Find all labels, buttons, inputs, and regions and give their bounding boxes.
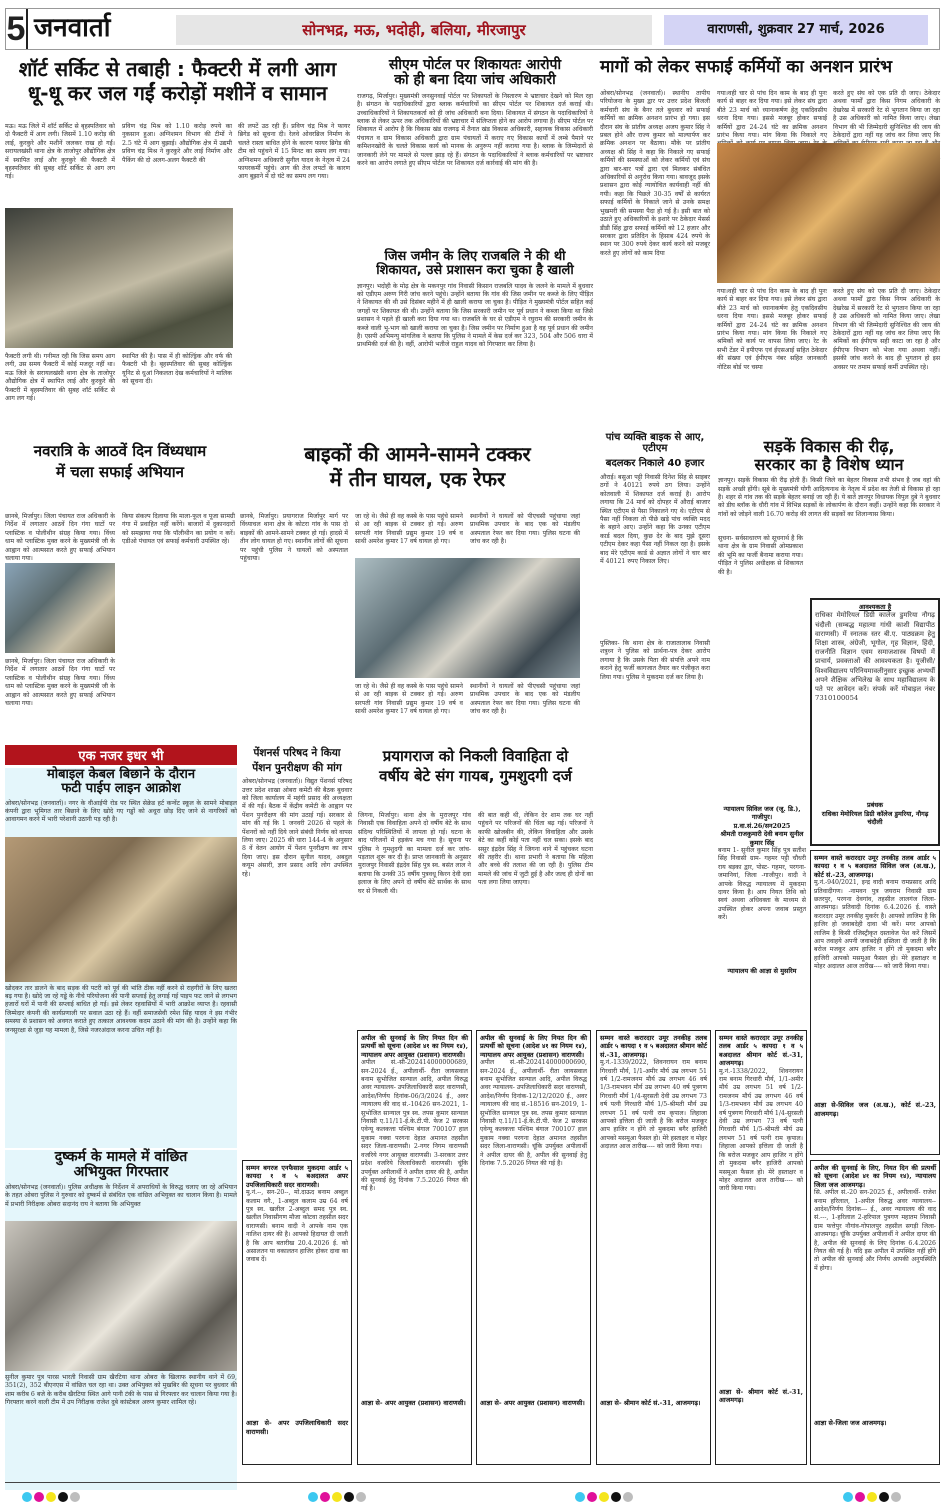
registration-mark-group (308, 1487, 368, 1506)
headline: जिस जमीन के लिए राजबलि ने की थी (384, 249, 566, 264)
headline: सीएम पोर्टल पर शिकायतः आरोपी (388, 57, 562, 73)
vacancy-ad (810, 598, 940, 846)
protest-photo (717, 143, 940, 283)
azamgarh-court-31-notice-a (596, 1030, 711, 1465)
article-body: छानबे, मिर्जापुर। प्रयागराज मिर्जापुर मार्ग पर विंध्याचल थाना क्षेत्र के कोटरा गांव के पास दो बाइकों की आमने-सामने टक्कर हो गई। हादसे में तीन लोग घायल हो गए। स्थानीय लोगों की सूचना पर पहुंची पुलिस ने घायलों को अस्पताल पहुंचाया। (240, 513, 348, 563)
headline: नवरात्रि के आठवें दिन विंध्यधाम (33, 442, 207, 460)
regions-banner (176, 15, 652, 45)
hospital-photo (355, 558, 580, 678)
headline: मागों को लेकर सफाई कर्मियों का अनशन प्रारंभ (600, 57, 893, 77)
masthead (5, 8, 940, 50)
pipeline-photo (5, 837, 237, 982)
fire-photo (5, 208, 233, 348)
article-body: ओबरा/सोनभद्र (जनवार्ता)। विद्युत पेंशनर्स परिषद उत्तर प्रदेश शाखा ओबरा कमेटी की बैठक बुधवार को जिला कार्यालय में महंगी प्रसाद की अध्यक्षता में की गई। बैठक में केंद्रीय कमेटी के आह्वान पर पेंशन पुनरीक्षण की मांग उठाई गई। सरकार से मांग की गई कि 1 जनवरी 2026 से पहले के पेंशनरों को नहीं दिये जाने संबंधी निर्णय को वापस लिया जाए। 2025 की धारा 144-4 के अनुसार 8 वें वेतन आयोग में पेंशन पुनरीक्षण का लाभ दिया जाए। इस दौरान सुनील यादव, अबदुल कयूम अंसारी, ज्ञान प्रसाद आदि लोग उपस्थित रहे। (242, 778, 352, 878)
article-body: जिगना, मिर्जापुर। थाना क्षेत्र के मुराजपुर गांव निवासी एक विवाहिता अपने दो वर्षीय बेटे के साथ संदिग्ध परिस्थितियों में लापता हो गई। घटना के बाद परिजनों में हड़कंप मच गया है। सूचना पर पुलिस ने गुमशुदगी का मामला दर्ज कर जांच-पड़ताल शुरू कर दी है। प्राप्त जानकारी के अनुसार मुराजपुर निवासी इंद्रदेव सिंह पुत्र स्व. बसंत लाल ने बताया कि उनकी 35 वर्षीय पुत्रवधू किरन देवी दवा इलाज के लिए अपने दो वर्षीय बेटे सार्थक के साथ घर से निकली थी। (358, 812, 471, 895)
headline: सड़कें विकास की रीढ़, (763, 437, 895, 456)
headline: पांच व्यक्ति बाइक से आए, एटीएम (605, 432, 705, 454)
headline: मोबाइल केबल बिछाने के दौरान (46, 767, 196, 782)
headline: पेंशनर्स परिषद ने किया (253, 747, 341, 759)
notice-footer: आज्ञा से- श्रीमान कोर्ट सं.-31, आजमगढ़। (719, 1387, 803, 1405)
yellow-dot (332, 1492, 342, 1502)
headline-line-2: अभियुक्त गिरफ्तार (73, 1164, 169, 1181)
article-body: ओबरा/सोनभद्र (जनवार्ता)। स्थानीय तापीय परियोजना के मुख्य द्वार पर उत्तर प्रदेश बिजली कर्मचारी संघ के बैनर तले बुधवार को सफाई कर्मियों का क्रमिक अनशन प्रारंभ हो गया। इस दौरान संघ के प्रांतीय अध्यक्ष अजय कुमार सिंह ने प्रबल होने और राज्य कुमार को माल्यार्पण कर क्रमिक अनशन पर बैठाया। मौके पर प्रांतीय अध्यक्ष श्री सिंह ने कहा कि निकाले गए सफाई कर्मियों की समस्याओं को लेकर कर्मियों एवं संघ द्वारा बार-बार पत्रों द्वारा एवं मिलकर संबंधित अधिकारियों से अनुरोध किया गया। बावजूद इसके प्रशासन द्वारा कोई न्यायोचित कार्यवाही नहीं की गयी। कहा कि पिछले 30-35 वर्षों से कार्यरत सफाई कर्मियों के निकाले जाने से उनके समक्ष भुखमरी की समस्या पैदा हो गई है। इसी बात को उठाते हुए अधिकारियों के इशारे पर ठेकेदार मेसर्स डीडी सिंह द्वारा सफाई कर्मियों को 12 हजार और सरकार द्वारा प्रतिदिन के हिसाब 424 रुपये के स्थान पर 300 रुपये देकर कार्य करने को मजबूर करते हुए लोगों को काम दिया (600, 90, 710, 257)
notice-footer: आज्ञा से-जिला जज आजमगढ़। (814, 1419, 887, 1428)
article-body: करते हुए संघ को एक प्रति दी जाए। ठेकेदार अथवा फार्मों द्वारा किस निगम अधिकारी के देखरेख में सरकारी रेट से भुगतान किया जा रहा है उस अधिकारी को नामित किया जाए। लेखा विभाग की भी जिम्मेदारी सुनिश्चित की जाय की ठेकेदारों द्वारा नहीं यह जांच कर लिया जाए कि (833, 90, 940, 140)
notice-court: न्यायालय सिविल जज (जू. डि.), गाजीपुर। (723, 805, 801, 822)
regions-text: सोनभद्र, मऊ, भदोही, बलिया, मीरजापुर (302, 21, 526, 39)
article-rajbali-land (357, 250, 593, 430)
cleanup-photo (5, 563, 115, 653)
notice-body: अपील सं.-सी-202414000000689, सन-2024 ई., अपीलार्थी- रीता जायसवाल बनाम सुभोजित सान्याल आदि, अपील विरुद्ध अवर न्यायालय- उपजिलाधिकारी सदर वाराणसी, आदेश/निर्णय दिनांक-06/3/2024 ई., अवर न्यायालय की वाद सं.-10426 सन-2021, 1-सुभोजित सान्याल पुत्र स्व. तपस कुमार सान्याल निवासी ए.11/11-ई.के.टी.पी. फेज 2 सरकस एवेन्यू कलकत्ता पश्चिम बंगाल 700107 हाल मुकाम नक्वा परगना देहात अमानत तहसील सदर जिला-वाराणसी। 2-नगर निगम वाराणसी वजरिये नगर आयुक्त वाराणसी। 3-सरकार उत्तर प्रदेश वजरिये जिलाधिकारी वाराणसी। चूंकि उपर्युक्त अपीलार्थी ने अपील दायर की है, अपील की सुनवाई हेतु दिनांक 7.5.2026 नियत की गई है। (361, 1059, 468, 1193)
notice-body: मु.नं.-1338/2022, शिवनरायन राम बनाम गिरधारी मौर्य, 1/1-अमीर मौर्य उम्र लगभग 51 वर्ष 1/2-रामजनम मौर्य उम्र लगभग 46 वर्ष 1/3-रामभवन मौर्य उम्र लगभग 40 वर्ष पुत्रगण गिरधारी मौर्य 1/4-सुरसती देवी उम्र लगभग 73 वर्ष पत्नी गिरधारी मौर्य 1/5-श्रीमती मौर्य उम्र लगभग 51 वर्ष पत्नी राम कृपाल। लिहाजा आपको इत्तिला दी जाती है कि बरोज मजकूर आप हाजिर न होंगे तो मुकदमा बगैर हाजिरी आपको मसमूआ फैसल हो। मेरे हस्ताक्षर व मोहर अदालत आज तारीख---- को जारी किया गया। (719, 1067, 803, 1193)
article-body: जा रहे थे। जैसे ही वह कस्बे के पास पहुंचे सामने से आ रही बाइक से टक्कर हो गई। अरुण सरपती गांव निवासी प्रद्युम कुमार 19 वर्ष व साथी अमरेश कुमार 17 वर्ष घायल हो गए। (355, 513, 463, 546)
article-body: फैक्टरी लगी थी। गनीमत रही कि जिस समय आग लगी, उस समय फैक्टरी में कोई मजदूर नहीं था। मऊ जिले के सरायलखंसी थाना क्षेत्र के ताजोपुर औद्योगिक क्षेत्र में स्थापित लाई और कुरकुरे की फैक्टरी में बृहस्पतिवार की सुबह शॉर्ट सर्किट से आग लग गई। (5, 353, 115, 403)
section-banner (5, 745, 237, 765)
notice-title: सम्मन बगरज एनफैसाल मुकदमा आर्डर ५ कायदा १ व ५ बअदालत अपर उपजिलाधिकारी सदर वाराणसी। (246, 1164, 348, 1189)
notice-title: अपील की सुनवाई के लिए नियत दिन की प्रत्यर्थी को सूचना (आदेश ४१ का नियम १४), न्यायालय अपर आयुक्त (प्रशासन) वाराणसी। (480, 1034, 587, 1059)
gray-dot (70, 1492, 80, 1502)
registration-marks (0, 1487, 945, 1499)
gray-dot (356, 1492, 366, 1502)
dateline-box (664, 15, 928, 45)
page-number: 5 (6, 9, 28, 49)
appeal-district-judge-notice (810, 1160, 940, 1465)
headline-line-2: धू-धू कर जल गईं करोड़ों मशीनें व सामान (27, 81, 328, 105)
appeal-commissioner-notice-a (357, 1030, 472, 1465)
article-body: स्थानीयों ने घायलों को पीएचसी पहुंचाया जहां प्राथमिक उपचार के बाद एक को मंडलीय अस्पताल रेफर कर दिया गया। पुलिस घटना की जांच कर रही है। (470, 513, 580, 546)
article-body: राजगढ़, मिर्जापुर। मुख्यमंत्री जनसुनवाई पोर्टल पर शिकायतों के निस्तारण मे भ्रष्टाचार देखने को मिल रहा है। संगठन के पदाधिकारियों द्वारा ब्लाक कर्मचारियों का सीएम पोर्टल पर शिकायत दर्ज कराई थी। उच्चाधिकारियों ने शिकायतकर्ता को ही जांच अधिकारी बना दिया। शिकायत में संगठन के पदाधिकारियों ने ब्लाक से लेकर ऊपर तक अधिकारियों की भ्रष्टाचार में संलिप्तता होने का आरोप लगाया है। सीएम पोर्टल पर शिकायत में आरोप है कि विकास खंड राजगढ़ में तैनात खंड विकास अधिकारी, सहायक विकास अधिकारी पंचायत व ग्राम विकास अधिकारी द्वारा ग्राम पंचायतों में कराए गए विकास कार्यों में लम्बे पैमाने पर कमिशनखोरी के चलते विकास कार्य को मानक के अनुरूप नहीं कराया गया है। ब्लाक के जिम्मेदारों से जानकारी लेने पर मामले से पल्ला झाड़ रहे हैं। संगठन के पदाधिकारियों ने ब्लाक कर्मचारियों पर भ्रष्टाचार करने का आरोप लगाते हुए सीएम पोर्टल पर शिकायत दर्ज कार्रवाई की मांग की है। (357, 92, 593, 168)
article-body: छानबे, मिर्जापुर। जिला पंचायत राज अधिकारी के निर्देश में लगातार आठवें दिन गंगा घाटों पर प्लास्टिक व पोलीथीन संग्रह किया गया। विंध्य धाम को प्लास्टिक मुक्त करने के मुख्यमंत्री जी के आह्वान को आत्मसात करते हुए सफाई अभियान चलाया गया। (5, 513, 115, 563)
headline-line-2: बदलकर निकाले 40 हजार (605, 458, 705, 469)
notice-body: अपील सं.-सी-202414000000690, सन-2024 ई., अपीलार्थी- रीता जायसवाल बनाम सुभोजित सान्याल आदि, अपील विरुद्ध अवर न्यायालय- उपजिलाधिकारी सदर वाराणसी, आदेश/निर्णय दिनांक-12/12/2020 ई., अवर न्यायालय की वाद सं.-18516 सन-2019, 1-सुभोजित सान्याल पुत्र स्व. तपस कुमार सान्याल निवासी ए.11/11-ई.के.टी.पी. फेज 2 सरकस एवेन्यू कलकत्ता पश्चिम बंगाल 700107 हाल मुकाम नक्वा परगना देहात अमानत तहसील सदर जिला-वाराणसी। चूंकि उपर्युक्त अपीलार्थी ने अपील दायर की है, अपील की सुनवाई हेतु दिनांक 7.5.2026 नियत की गई है। (480, 1059, 587, 1168)
black-dot (344, 1492, 354, 1502)
article-missing-woman (358, 748, 593, 1030)
registration-mark-group (843, 1487, 903, 1506)
ad-title: आवश्यकता है (858, 603, 892, 611)
article-body: किया संकल्प दिलाया कि माला-फूल व पूजा सामग्री गंगा में प्रवाहित नहीं करेंगे। बाजारों में दुकानदारों को समझाया गया कि पॉलीथीन का प्रयोग न करें। एडीओ पंचायत एवं सफाई कर्मचारी उपस्थित रहे। (122, 513, 235, 546)
notice-footer: आज्ञा से- अपर आयुक्त (प्रशासन) वाराणसी। (480, 1399, 585, 1408)
notice-body: सि. अपील सं.-20 सन-2025 ई., अपीलार्थी- राजेश बनाम हरिलाल, 1-अपील विरुद्ध अवर न्यायालय-- आदेश/निर्णय दिनांक--- ई., अवर न्यायालय की वाद सं.---, 1-हरिलाल 2-हरिपाल पुत्रगण महातम निवासी ग्राम फत्तेपुर नौगांव-गोपालपुर तहसील सगड़ी जिला-आजमगढ़। चूंकि उपर्युक्त अपीलार्थी ने अपील दायर की है, अपील की सुनवाई के लिए दिनांक 6.4.2026 नियत की गई है। यदि इस अपील में उपस्थित नहीं होंगे तो अपील की सुनवाई और निर्णय आपकी अनुपस्थिति में होगा। (814, 1189, 936, 1272)
headline: प्रयागराज को निकली विवाहिता दो (382, 747, 569, 765)
paper-name: जनवार्ता (34, 13, 111, 43)
notice-title: सम्मन वास्ते करारदार उमूर तनकीह तलब आर्डर ५ कायदा १ व ५ बअदालत सिविल जज (अ.ख.), कोर्ट सं.-23, आजमगढ़। (814, 854, 936, 879)
notice-title: सम्मन वास्ते करारदार उमूर तनकीह तलब आर्डर ५ कायदा १ व ५ बअदालत श्रीमान कोर्ट सं.-31, आजमगढ़। (719, 1034, 803, 1068)
article-body: स्थापित की है। पास में ही कोल्ड्रिंक और वर्फ की फैक्टरी भी है। बृहस्पतिवार की सुबह कोल्ड्रिंक यूनिट से धुआं निकलता देख कर्मचारियों ने मालिक को सूचना दी। (122, 353, 232, 386)
article-body: गया।वही चार से पांच दिन काम के बाद ही पुनः कार्य से बाहर कर दिया गया। इसे लेकर संघ द्वारा बीते 23 मार्च को ध्यानाकर्षण हेतु एकदिवसीय धरना दिया गया। इससे मजबूर होकर सफाई कर्मियों द्वारा 24-24 घंटे का क्रमिक अनशन प्रारंभ किया गया। मांग किया कि निकाले गए श्रमिकों को कार्य पर वापस लिया जाए। रेट के सभी टेंडर में इपीएफ एवं ईएसआई सहित ठेकेदार की संख्या एवं ईपीएफ नंबर सहित जानकारी नोटिस बोर्ड पर चस्पा (717, 288, 827, 371)
notice-body: मु.नं.--, सन-20--, मो.दाऊद बनाम अब्दुल कलाम वगै., 1-अब्दुल कलाम उम्र 64 वर्ष पुत्र स्व. खलील 2-अब्दुल समद पुत्र स्व. खलील निवासीगण मौजा कोटवा तहसील सदर वाराणसी। बनाम वादी ने आपके नाम एक नालिश दायर की है। आपको हिदायत दी जाती है कि आप बतारीख 20.4.2026 ई. को असालतन या वकालतन हाजिर होकर दावा का जवाब दें। (246, 1189, 348, 1264)
article-bike-collision (240, 443, 595, 738)
notice-footer: आज्ञा से- श्रीमान कोर्ट सं.-31, आजमगढ़। (600, 1399, 701, 1408)
magenta-dot (34, 1492, 44, 1502)
headline-line-2: में तीन घायल, एक रेफर (329, 467, 506, 491)
magenta-dot (320, 1492, 330, 1502)
ad-footer-label: प्रबंधक (866, 801, 884, 810)
headline-line-2: फटी पाईप लाइन आक्रोश (61, 781, 181, 797)
notice-footer: आज्ञा से- अपर उपजिलाधिकारी सदर वाराणसी। (246, 1419, 348, 1436)
article-roads (718, 438, 940, 528)
ghazipur-court-notice (718, 805, 806, 1015)
notice-body: मु.नं.-1339/2022, शिवनरायन राम बनाम गिरधारी मौर्य, 1/1-अमीर मौर्य उम्र लगभग 51 वर्ष 1/2-रामजनम मौर्य उम्र लगभग 46 वर्ष 1/3-रामभवन मौर्य उम्र लगभग 40 वर्ष पुत्रगण गिरधारी मौर्य 1/4-सुरसती देवी उम्र लगभग 73 वर्ष पत्नी गिरधारी मौर्य 1/5-श्रीमती मौर्य उम्र लगभग 51 वर्ष पत्नी राम कृपाल। लिहाजा आपको इत्तिला दी जाती है कि बरोज मजकूर आप हाजिर न होंगे तो मुकदमा बगैर हाजिरी आपको मसमूआ फैसल हो। मेरे हस्ताक्षर व मोहर अदालत आज तारीख---- को जारी किया गया। (600, 1059, 707, 1151)
article-atm-fraud (600, 432, 710, 632)
article-body: छानबे, मिर्जापुर। जिला पंचायत राज अधिकारी के निर्देश में लगातार आठवें दिन गंगा घाटों पर प्लास्टिक व पोलीथीन संग्रह किया गया। विंध्य धाम को प्लास्टिक मुक्त करने के मुख्यमंत्री जी के आह्वान को आत्मसात करते हुए सफाई अभियान चलाया गया। (5, 658, 115, 708)
article-body: ओबरा/सोनभद्र (जनवार्ता)। नगर के वीआईपी रोड पर स्थित सेक्रेड हर्ट कन्वेंट स्कूल के सामने मोबाइल कंपनी द्वारा भूमिगत तार बिछाने के लिए खोदे गए गड्ढों को अधूरा छोड़ दिए जाने से नागरिकों को आवागमन करने में भारी परेशानी उठानी पड़ रही है। (5, 799, 237, 824)
article-rape-arrest (5, 1150, 237, 1490)
article-mobile-cable (5, 768, 237, 1148)
cyan-dot (308, 1492, 318, 1502)
notice-footer: न्यायालय की आज्ञा से मुसरिम (727, 967, 797, 976)
headline: शॉर्ट सर्किट से तबाही : फैक्टरी में लगी आग (18, 57, 337, 81)
ad-footer-name: राधिका मेमोरियल डिग्री कॉलेज डुमरिया, नौगढ़ चंदौली (821, 809, 929, 827)
cyan-dot (22, 1492, 32, 1502)
headline: बाइकों की आमने-सामने टक्कर (304, 442, 531, 466)
article-deed-fraud: पुस्तिका- कि थाना क्षेत्र के राजातालाब निवासी शत्रुध्न ने पुलिस को प्रार्थना-पत्र देकर आरोप लगाया है कि उसके पिता की संपत्ति अपने नाम कराने हेतु फर्जी कागजात तैयार कर पंजीकृत करा लिया गया। पुलिस ने मुकदमा दर्ज कर लिया है। (600, 640, 710, 681)
footer-rule (5, 1482, 940, 1483)
article-body: प्रविण चंद्र मिश्र को 1.10 करोड़ रुपये का नुकसान हुआ। अग्निशमन विभाग की टीमों ने 2.5 घंटे में आग बुझाई। औद्योगिक क्षेत्र में उद्यमी प्रविण चंद्र मिश्र ने कुरकुरे और लाई निर्माण और पैकिंग की दो अलग-अलग फैक्टरी की (122, 123, 232, 164)
article-factory-fire (5, 58, 350, 438)
dateline: वाराणसी, शुक्रवार 27 मार्च, 2026 (707, 22, 885, 37)
article-cm-portal (357, 58, 593, 248)
headline: दुष्कर्म के मामले में वांछित (54, 1149, 188, 1165)
headline-line-2: वर्षीय बेटे संग गायब, गुमशुदगी दर्ज (379, 766, 572, 785)
black-dot (611, 1492, 621, 1502)
ad-body: राधिका मेमोरियल डिग्री कालेज डुमरिया नौगढ़ चंदौली (सम्बद्ध महात्मा गांधी काशी विद्यापीठ वाराणसी) में स्नातक स्तर बी.ए. पाठ्यक्रम हेतु शिक्षा शास्त्र, अंग्रेजी, भूगोल, गृह विज्ञान, हिंदी, राजनीति विज्ञान एवम समाजशास्त्र विषयों में प्राचार्य, प्रवक्ताओं की आवश्यकता है। यूजीसी/विश्वविद्यालय परिनियमावलीनुसार इच्छुक अभ्यर्थी अपने शैक्षिक अभिलेख के साथ महाविद्यालय के पते पर आवेदन करें। संपर्क करें मोबाइल नंबर 7310100054 (815, 611, 935, 703)
article-body: की लपटें उठ रही हैं। प्रविण चंद्र मिश्र ने फायर ब्रिगेड को सूचना दी। रेलवे ओवरब्रिज निर्माण के चलते रास्ता बाधित होने के कारण फायर ब्रिगेड की टीम को पहुंचने में 15 मिनट का समय लग गया। अग्निशमन अधिकारी सुनील यादव के नेतृत्व में 24 फायरकर्मी पहुंचे। आग की तेज लपटों के कारण आग बुझाने में दो घंटे का समय लग गया। (238, 123, 350, 181)
article-body: गया।वही चार से पांच दिन काम के बाद ही पुनः कार्य से बाहर कर दिया गया। इसे लेकर संघ द्वारा बीते 23 मार्च को ध्यानाकर्षण हेतु एकदिवसीय धरना दिया गया। इससे मजबूर होकर सफाई कर्मियों द्वारा 24-24 घंटे का क्रमिक अनशन प्रारंभ किया गया। मांग किया कि निकाले गए (717, 90, 827, 140)
arrest-photo (5, 1221, 237, 1371)
gray-dot (891, 1492, 901, 1502)
article-body: करते हुए संघ को एक प्रति दी जाए। ठेकेदार अथवा फार्मों द्वारा किस निगम अधिकारी के देखरेख में सरकारी रेट से भुगतान किया जा रहा है उस अधिकारी को नामित किया जाए। लेखा विभाग की भी जिम्मेदारी सुनिश्चित की जाय की ठेकेदारों द्वारा नहीं यह जांच कर लिया जाए कि श्रमिकों का ईपीएफ सही काटा जा रहा है और ईपीएफ विभाग को भेजा गया अथवा नहीं। इसकी जांच करने के बाद ही भुगतान हो इस अवसर पर तमाम सफाई कर्मी उपस्थित रहे। (833, 288, 940, 371)
notice-footer: आज्ञा से-सिविल जज (अ.ख.), कोर्ट सं.-23, आजमगढ़। (814, 1101, 936, 1118)
yellow-dot (867, 1492, 877, 1502)
notice-title: अपील की सुनवाई के लिए नियत दिन की प्रत्यर्थी को सूचना (आदेश ४१ का नियम १४), न्यायालय अपर आयुक्त (प्रशासन) वाराणसी। (361, 1034, 468, 1059)
notice-parties: श्रीमती राजकुमारी देवी बनाम सुनील कुमार सिंह (720, 830, 804, 847)
registration-mark-group (575, 1487, 635, 1506)
cyan-dot (575, 1492, 585, 1502)
headline-line-2: को ही बना दिया जांच अधिकारी (394, 72, 556, 89)
notice-title: सम्मन वास्ते करारदार उमूर तनकीह तलब आर्डर ५ कायदा १ व ५ बअदालत श्रीमान कोर्ट सं.-31, आजमगढ़। (600, 1034, 707, 1059)
yellow-dot (599, 1492, 609, 1502)
headline-line-2: शिकायत, उसे प्रशासन करा चुका है खाली (376, 263, 574, 279)
notice-title: अपील की सुनवाई के लिए, नियत दिन की प्रत्यर्थी को सूचना (आदेश ४१ का नियम १४), न्यायालय जिला जज आजमगढ़। (814, 1164, 936, 1189)
cyan-dot (843, 1492, 853, 1502)
article-body: स्थानीयों ने घायलों को पीएचसी पहुंचाया जहां प्राथमिक उपचार के बाद एक को मंडलीय अस्पताल रेफर कर दिया गया। पुलिस घटना की जांच कर रही है। (470, 683, 580, 716)
notice-case: प्र.वा.सं.26/सन2025 (733, 821, 791, 830)
article-body: ज्ञानपुर। सड़कें विकास की रीढ़ होती हैं। किसी जिले का बेहतर विकास तभी संभव है जब वहां की सड़कें अच्छी होंगी। सूबे के मुख्यमंत्री योगी आदित्यनाथ के नेतृत्व में प्रदेश का तेजी से विकास हो रहा है। शहर से गांव तक की सड़कें बेहतर बनाई जा रही हैं। ये बातें ज्ञानपुर विधायक विपुल दुबे ने बुधवार को डीघ ब्लॉक के धौरी गांव में विभिन्न सड़कों के लोकार्पण के दौरान कहीं। उन्होंने कहा कि सरकार ने गांवों को जोड़ने वाली 16.70 करोड़ की लागत की सड़कों का शिलान्यास किया। (718, 477, 940, 518)
notice-body: बनाम 1- सुनील कुमार सिंह पुत्र सतीश सिंह निवासी ग्राम- गहमर पट्टी चौधरी राय बड़का द्वार, पोस्ट- गहमर, परगना- जमानियां, जिला -गाजीपुर। वादी ने आपके विरुद्ध न्यायालय में मुकदमा दायर किया है। आप नियत तिथि को स्वयं अथवा अधिवक्ता के माध्यम से उपस्थित होकर अपना जवाब प्रस्तुत करें। (718, 847, 806, 922)
gray-dot (623, 1492, 633, 1502)
headline-line-2: में चला सफाई अभियान (56, 462, 184, 481)
appeal-commissioner-notice-b (476, 1030, 591, 1465)
headline-line-2: सरकार का है विशेष ध्यान (754, 454, 904, 474)
black-dot (58, 1492, 68, 1502)
article-body: ओबरा/सोनभद्र (जनवार्ता)। पुलिस अधीक्षक के निर्देशन में अपराधियों के विरुद्ध चलाए जा रहे अभियान के तहत ओबरा पुलिस ने गुरुवार को दुष्कर्म से संबंधित एक वांछित अभियुक्त का चालान किया है। मामले में प्रभारी निरीक्षक ओबरा सदानंद राय ने बताया कि अभियुक्त (5, 1183, 237, 1208)
article-body: मऊ। मऊ जिले में शॉर्ट सर्किट से बृहस्पतिवार को दो फैक्टरी में आग लगी। जिसमें 1.10 करोड़ की लाई, कुरकुरे और मशीनें जलकर राख हो गईं। सरायलखंसी थाना क्षेत्र के ताजोपुर औद्योगिक क्षेत्र में स्थापित लाई और कुरकुरे की फैक्टरी में बृहस्पतिवार की सुबह शॉर्ट सर्किट से आग लग गई। (5, 123, 115, 181)
article-body: की बात कही थी, लेकिन देर शाम तक घर नहीं पहुंचने पर परिजनों की चिंता बढ़ गई। परिजनों ने काफी खोजबीन की, लेकिन विवाहिता और उसके बेटे का कहीं कोई पता नहीं चल सका। इसके बाद ससुर इंद्रदेव सिंह ने जिगना थाने में पहुंचकर घटना की तहरीर दी। थाना प्रभारी ने बताया कि महिला और बच्चे की तलाश की जा रही है। पुलिस टीम मामले की जांच में जुटी हुई है और जल्द ही दोनों का पता लगा लिया जाएगा। (478, 812, 593, 887)
azamgarh-court-31-notice-b (715, 1030, 807, 1465)
article-body: सुनील कुमार पुत्र पारस भारती निवासी ग्राम खैरटिया थाना ओबरा के खिलाफ स्थानीय थाने में 69, 351(2), 352 बीएनएस में वांछित चल रहा था। उक्त अभियुक्त को मुखबिर की सूचना पर बुधवार की शाम करीब 6 बजे के करीब खैरटिया स्थित आगे पानी टंकी के पास से गिरफ्तार कर चालान किया गया है। गिरफ्तार करने वाली टीम में उप निरीक्षक राजेश दुबे कांस्टेबल अरुण कुमार शामिल रहे। (5, 1373, 237, 1406)
notice-footer: आज्ञा से- अपर आयुक्त (प्रशासन) वाराणसी। (361, 1399, 466, 1408)
black-dot (879, 1492, 889, 1502)
magenta-dot (855, 1492, 865, 1502)
article-body: ज्ञानपुर। भदोही के मोढ़ क्षेत्र के मकनपुर गांव निवासी किसान राजबलि यादव के जलने के मामले में बुधवार को एडीएम अरुण गिरी जांच करने पहुंचे। उन्होंने बताया कि गांव की जिस जमीन पर कब्जे के लिए पीड़ित ने शिकायत की थी उसे दिसंबर महीने में ही खाली कराया जा चुका है। पीड़ित ने मुख्यमंत्री पोर्टल सहित कई जगहों पर शिकायत की थी। उन्होंने बताया कि जिस सरकारी जमीन पर पूर्व प्रधान ने कब्जा किया था जिसे प्रशासन ने पहले ही खाली करा दिया गया था। राजबलि के घर से एडीएम ने रघुराम की सरकारी जमीन के कब्जे वाली भू-भाग को खाली कराया जा चुका है। जिस जमीन पर निर्माण हुआ है वह पूर्व प्रधान की जमीन है। एसपी अभिमन्यु मांगलिक ने बताया कि पुलिस ने मामले में केस दर्ज कर 323, 504 और 506 धारा में प्राथमिकी दर्ज की है। वहीं, आरोपी भतीजे राहुल यादव को गिरफ्तार कर लिया है। (357, 282, 593, 349)
article-pensioners (242, 748, 352, 1153)
azamgarh-court-23-notice (810, 850, 940, 1155)
article-body: जा रहे थे। जैसे ही वह कस्बे के पास पहुंचे सामने से आ रही बाइक से टक्कर हो गई। अरुण सरपती गांव निवासी प्रद्युम कुमार 19 वर्ष व साथी अमरेश कुमार 17 वर्ष घायल हो गए। (355, 683, 463, 716)
magenta-dot (587, 1492, 597, 1502)
article-sanitation-strike (600, 58, 940, 413)
headline-line-2: पेंशन पुनरीक्षण की मांग (252, 761, 342, 774)
notice-body: मु.नं.-940/2021, इन्द्र वादी बनाम रामप्रसाद आदि प्रतिवादीगण। -नामवन पुत्र जयराम निवासी ग्राम छतरपुर, परगना देवगांव, तहसील लालगंज जिला-आजमगढ़। प्रतिवादी दिनांक 6.4.2026 ई. वास्ते करारदार उमूर तनकीह मुकर्रर है। आपको लाजिम है कि हाजिर हो जवाबदेही दावा भी करें। मगर आपको लाजिम है किसी रजिस्ट्रीकृत दस्तावेज पेश करें जिसमें आप तवाहये अपनी जवाबदेही इस्तिला दी जाती है कि बरोज मजकूर आप हाजिर न होंगे तो मुकदमा बगैर हाजिरी आपको मसमूआ फैसल हो। मेरे हस्ताक्षर व मोहर अदालत आज तारीख---- को जारी किया गया। (814, 879, 936, 971)
article-deed-fraud: सुचना- सर्वसाधारण को सूचनार्थ है कि थाना क्षेत्र के ग्राम निवासी ओमप्रकाश की भूमि का फर्जी बैनामा कराया गया। पीड़ित ने पुलिस अधीक्षक से शिकायत की है। (718, 535, 803, 576)
registration-mark-group (22, 1487, 82, 1506)
article-body: औराई। बसुआ पट्टी निवासी दिनेश सिंह से साइबर ठगों ने 40121 रुपये ठग लिया। उन्होंने कोतवाली में शिकायत दर्ज कराई है। आरोप लगाया कि 24 मार्च को दोपहर में औराई बाजार स्थित एटीएम से पैसा निकालने गए थे। एटीएम से पैसा नहीं निकला तो पीछे खड़े पांच व्यक्ति मदद के बहाने आए। उन्होंने कहा कि उनका एटीएम कार्ड बदल दिया, कुछ देर के बाद मुझे दूसरा एटीएम देकर कहा पैसा नहीं निकल रहा है। इसके बाद मेरे एटीएम कार्ड से अज्ञात लोगों ने चार बार में 40121 रुपए निकाल लिए। (600, 474, 710, 566)
summons-sdm-notice (242, 1160, 352, 1465)
yellow-dot (46, 1492, 56, 1502)
section-banner-text: एक नजर इधर भी (78, 749, 164, 764)
article-body: खोदकर तार डालने के बाद सड़क की पटरी को पूर्व की भांति ठीक नहीं करने से राहगीरों के लिए खतरा बढ़ गया है। खोदे जा रहे गड्ढे के नीचे परियोजना की पानी सप्लाई हेतु लगाई गई पाइप फट जाने से लगभग हजारों घरों में पानी की सप्लाई बाधित हो गई। इसे लेकर रहवासियों में भारी आक्रोश व्याप्त है। रहवासी जिम्मेदार कंपनी की कार्यप्रणाली पर सवाल उठा रहे हैं। वहीं समाजसेवी रमेश सिंह यादव ने इस गंभीर समस्या से प्रशासन को अवगत कराते हुए तत्काल आवश्यक कदम उठाने की मांग की है। उन्होंने कहा कि जनसुरक्षा से जुड़ा यह मामला है, जिसे नजरअंदाज करना उचित नहीं है। (5, 984, 237, 1034)
article-navratri (5, 443, 235, 738)
